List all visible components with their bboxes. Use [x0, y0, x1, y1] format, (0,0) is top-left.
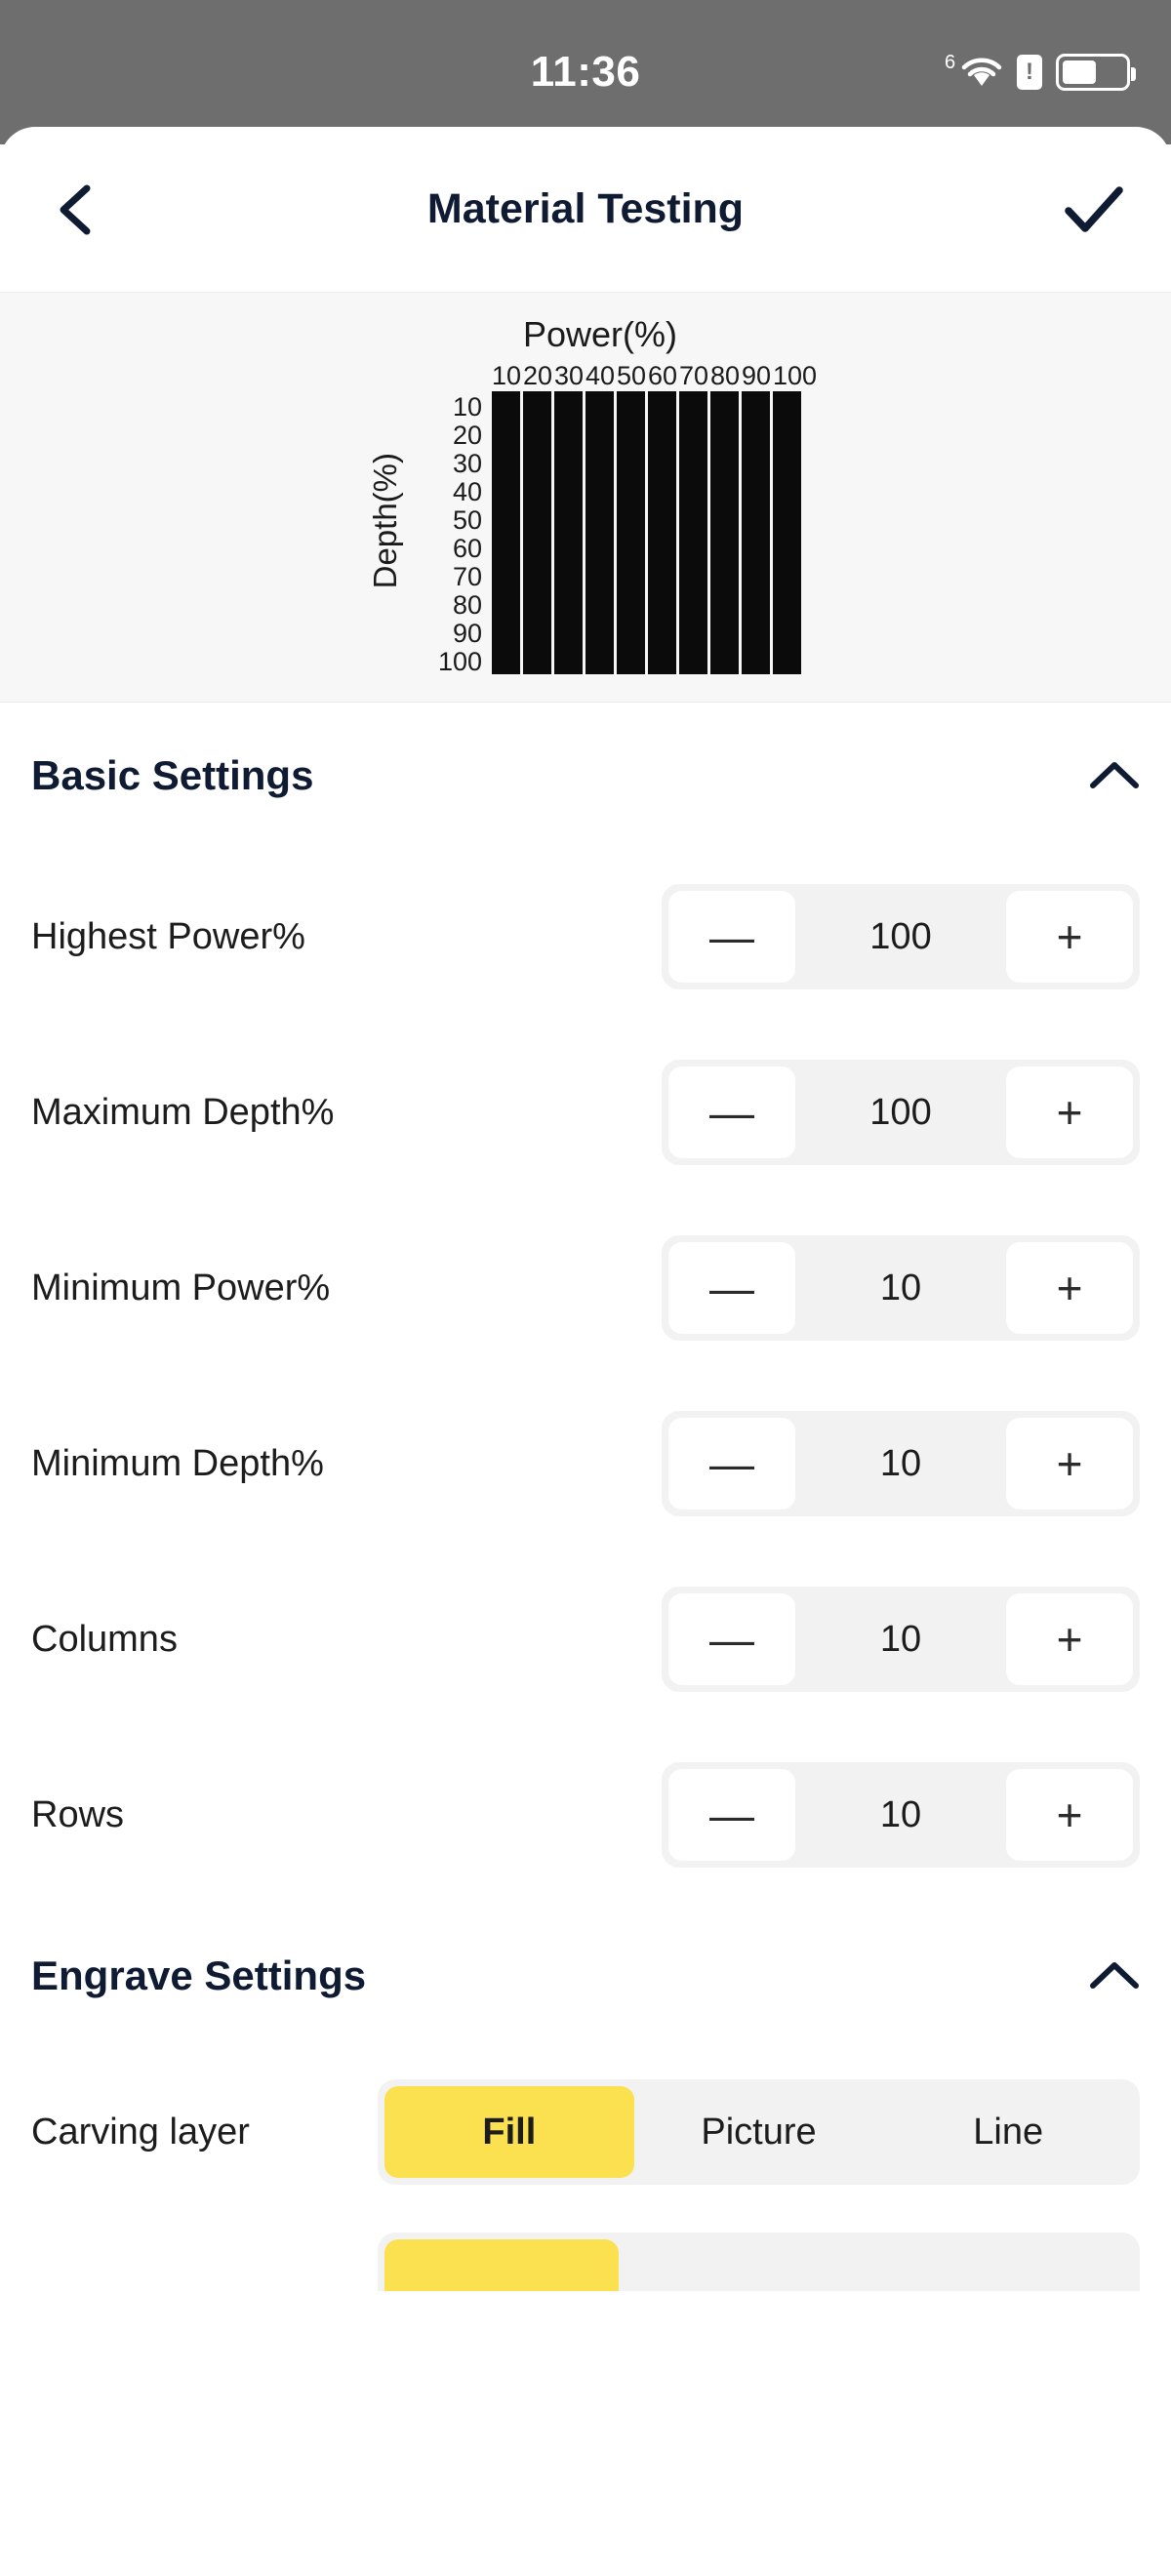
carving-layer-option[interactable]: Picture	[701, 2111, 817, 2153]
title-bar	[0, 127, 1171, 293]
plus-icon: +	[1056, 1087, 1083, 1138]
grid-row	[492, 618, 804, 646]
grid-cell	[679, 476, 707, 504]
battery-icon	[1056, 54, 1130, 91]
grid-cell	[492, 476, 520, 504]
grid-cell	[554, 448, 583, 476]
grid-cell	[710, 420, 739, 448]
grid-cell	[617, 533, 645, 561]
chevron-up-icon	[1089, 760, 1140, 791]
x-tick-label: 40	[586, 361, 616, 390]
y-tick-label: 90	[452, 619, 482, 648]
x-tick-label: 90	[742, 361, 772, 390]
y-tick-label: 70	[452, 562, 482, 591]
grid-cell	[648, 420, 676, 448]
decrement-button[interactable]	[668, 1067, 795, 1158]
grid-cell	[523, 589, 551, 618]
grid-cell	[710, 476, 739, 504]
grid-cell	[617, 504, 645, 533]
y-axis-ticks	[412, 361, 482, 676]
grid-cell	[679, 391, 707, 420]
x-tick-label: 80	[710, 361, 741, 390]
grid-cell	[586, 476, 614, 504]
basic-settings-collapse-button[interactable]	[1089, 750, 1140, 801]
grid-cell	[523, 618, 551, 646]
grid-cell	[554, 420, 583, 448]
x-tick-label: 70	[679, 361, 709, 390]
y-tick-label: 80	[452, 590, 482, 620]
quantity-stepper[interactable]	[662, 1060, 1140, 1165]
stepper-value[interactable]: 10	[879, 1267, 922, 1308]
minus-icon: —	[709, 1263, 754, 1313]
minus-icon: —	[709, 1438, 754, 1489]
alert-icon: !	[1017, 55, 1042, 90]
decrement-button[interactable]	[668, 891, 795, 983]
grid-row	[492, 391, 804, 420]
grid-cell	[554, 533, 583, 561]
decrement-button[interactable]	[668, 1242, 795, 1334]
grid-cell	[523, 504, 551, 533]
grid-cell	[586, 420, 614, 448]
minus-icon: —	[709, 1614, 754, 1665]
setting-row	[0, 849, 1171, 1025]
setting-row	[0, 1376, 1171, 1551]
grid-row	[492, 589, 804, 618]
wifi-generation-label: 6	[945, 52, 956, 73]
grid-cell	[742, 476, 770, 504]
setting-label: Maximum Depth%	[31, 1091, 335, 1133]
app-window	[0, 127, 1171, 2576]
quantity-stepper[interactable]	[662, 1411, 1140, 1516]
grid-cell	[586, 589, 614, 618]
engrave-settings-header[interactable]	[0, 1903, 1171, 2049]
y-tick-label: 60	[452, 534, 482, 563]
engrave-settings-collapse-button[interactable]	[1089, 1951, 1140, 2001]
carving-layer-option[interactable]: Line	[973, 2111, 1044, 2153]
grid-cell	[773, 476, 801, 504]
grid-cell	[492, 533, 520, 561]
next-segment-selected[interactable]	[384, 2239, 619, 2291]
stepper-value[interactable]: 100	[869, 915, 932, 957]
plus-icon: +	[1056, 911, 1083, 962]
plus-icon: +	[1056, 1438, 1083, 1489]
x-tick-label: 20	[523, 361, 553, 390]
grid-cell	[773, 561, 801, 589]
quantity-stepper[interactable]	[662, 1587, 1140, 1692]
power-axis-label: Power(%)	[522, 314, 678, 354]
grid-cell	[742, 448, 770, 476]
y-tick-label: 30	[452, 449, 482, 478]
plus-icon: +	[1056, 1263, 1083, 1313]
increment-button[interactable]	[1006, 1769, 1133, 1861]
y-tick-label: 100	[437, 647, 482, 676]
grid-cell	[710, 391, 739, 420]
grid-cell	[742, 504, 770, 533]
increment-button[interactable]	[1006, 1067, 1133, 1158]
grid-cell	[554, 476, 583, 504]
grid-cell	[617, 561, 645, 589]
grid-row	[492, 533, 804, 561]
grid-cell	[586, 618, 614, 646]
y-tick-label: 40	[452, 477, 482, 506]
status-time: 11:36	[530, 48, 641, 96]
grid-cell	[710, 589, 739, 618]
x-tick-label: 10	[492, 361, 522, 390]
grid-cell	[648, 476, 676, 504]
carving-layer-row	[0, 2049, 1171, 2215]
grid-cell	[492, 618, 520, 646]
grid-cell	[679, 646, 707, 674]
setting-label: Minimum Power%	[31, 1267, 331, 1308]
grid-cell	[710, 646, 739, 674]
setting-label: Columns	[31, 1618, 178, 1660]
grid-cell	[710, 448, 739, 476]
grid-cell	[492, 448, 520, 476]
grid-cell	[710, 504, 739, 533]
material-test-preview	[0, 293, 1171, 703]
grid-block	[492, 361, 818, 676]
page-title: Material Testing	[426, 185, 745, 232]
setting-row	[0, 1200, 1171, 1376]
grid-cell	[523, 561, 551, 589]
increment-button[interactable]	[1006, 1242, 1133, 1334]
grid-cell	[742, 533, 770, 561]
wifi-glyph	[960, 56, 1003, 89]
grid-cell	[648, 561, 676, 589]
grid-cell	[554, 646, 583, 674]
grid-cell	[679, 504, 707, 533]
setting-row	[0, 1727, 1171, 1903]
back-button[interactable]	[47, 181, 105, 239]
wifi-icon	[945, 52, 1003, 89]
chevron-up-icon	[1089, 1960, 1140, 1992]
stepper-value[interactable]: 10	[879, 1618, 922, 1660]
x-tick-label: 100	[773, 361, 818, 390]
carving-layer-label: Carving layer	[31, 2111, 250, 2153]
grid-cell	[679, 589, 707, 618]
grid-cell	[554, 589, 583, 618]
grid-cell	[523, 448, 551, 476]
grid-cell	[492, 561, 520, 589]
y-tick-label: 20	[452, 421, 482, 450]
stepper-value[interactable]: 10	[879, 1442, 922, 1484]
next-segmented-control[interactable]	[378, 2233, 1140, 2291]
basic-settings-header[interactable]	[0, 703, 1171, 849]
basic-settings-title: Basic Settings	[31, 752, 314, 798]
setting-label: Rows	[31, 1793, 125, 1835]
status-indicators	[945, 52, 1130, 91]
grid-cell	[523, 391, 551, 420]
x-tick-label: 30	[554, 361, 585, 390]
grid-cell	[523, 646, 551, 674]
depth-axis-label: Depth(%)	[367, 452, 403, 589]
setting-label: Minimum Depth%	[31, 1442, 324, 1484]
grid-cell	[648, 504, 676, 533]
grid-row	[492, 504, 804, 533]
increment-button[interactable]	[1006, 1418, 1133, 1509]
decrement-button[interactable]	[668, 1769, 795, 1861]
increment-button[interactable]	[1006, 891, 1133, 983]
grid-cell	[554, 391, 583, 420]
x-axis-ticks	[492, 361, 818, 391]
carving-layer-segmented-control[interactable]	[378, 2079, 1140, 2185]
grid-cell	[617, 391, 645, 420]
grid-cell	[742, 391, 770, 420]
grid-cell	[617, 618, 645, 646]
grid-cell	[617, 420, 645, 448]
grid-cell	[492, 646, 520, 674]
grid-row	[492, 420, 804, 448]
quantity-stepper[interactable]	[662, 1762, 1140, 1868]
grid-cell	[523, 420, 551, 448]
grid-cell	[586, 646, 614, 674]
y-tick-label: 50	[452, 505, 482, 535]
grid-cell	[617, 448, 645, 476]
grid-cell	[648, 646, 676, 674]
grid-cell	[492, 420, 520, 448]
basic-settings-list	[0, 849, 1171, 1903]
grid-cell	[586, 448, 614, 476]
grid-cell	[773, 504, 801, 533]
grid-cell	[617, 476, 645, 504]
quantity-stepper[interactable]	[662, 884, 1140, 989]
grid-cell	[773, 618, 801, 646]
next-setting-row-partial	[0, 2233, 1171, 2291]
grid-cell	[710, 618, 739, 646]
grid-cell	[554, 618, 583, 646]
grid-row	[492, 476, 804, 504]
grid-cell	[742, 561, 770, 589]
confirm-button[interactable]	[1064, 180, 1124, 240]
minus-icon: —	[709, 1790, 754, 1840]
plus-icon: +	[1056, 1614, 1083, 1665]
carving-layer-option[interactable]: Fill	[384, 2086, 634, 2178]
decrement-button[interactable]	[668, 1418, 795, 1509]
decrement-button[interactable]	[668, 1593, 795, 1685]
grid-row	[492, 646, 804, 674]
grid-cell	[742, 618, 770, 646]
grid-cell	[773, 646, 801, 674]
y-tick-label: 10	[452, 392, 482, 422]
grid-cell	[679, 420, 707, 448]
chevron-left-icon	[56, 182, 97, 237]
grid-cell	[773, 533, 801, 561]
grid-cell	[648, 448, 676, 476]
grid-cell	[492, 589, 520, 618]
grid-cell	[679, 533, 707, 561]
grid-cell	[586, 561, 614, 589]
grid-cell	[492, 504, 520, 533]
grid-cell	[773, 420, 801, 448]
grid-cell	[742, 420, 770, 448]
grid-cell	[523, 533, 551, 561]
increment-button[interactable]	[1006, 1593, 1133, 1685]
grid-cell	[648, 391, 676, 420]
grid-cell	[773, 589, 801, 618]
stepper-value[interactable]: 10	[879, 1793, 922, 1835]
grid-cell	[648, 533, 676, 561]
grid-row	[492, 448, 804, 476]
test-grid	[0, 361, 1171, 676]
stepper-value[interactable]: 100	[869, 1091, 932, 1133]
grid-cell	[554, 504, 583, 533]
minus-icon: —	[709, 1087, 754, 1138]
grid-cell	[710, 533, 739, 561]
setting-row	[0, 1551, 1171, 1727]
grid-cell	[617, 589, 645, 618]
grid-cell	[492, 391, 520, 420]
minus-icon: —	[709, 911, 754, 962]
engrave-settings-title: Engrave Settings	[31, 1952, 367, 1998]
grid-cell	[773, 448, 801, 476]
battery-fill	[1063, 60, 1096, 84]
grid-cell	[648, 618, 676, 646]
grid-cell	[586, 391, 614, 420]
plus-icon: +	[1056, 1790, 1083, 1840]
grid-cell	[679, 618, 707, 646]
grid-cells	[492, 391, 804, 674]
quantity-stepper[interactable]	[662, 1235, 1140, 1341]
grid-cell	[742, 646, 770, 674]
grid-cell	[679, 561, 707, 589]
grid-cell	[617, 646, 645, 674]
grid-cell	[773, 391, 801, 420]
check-icon	[1064, 185, 1124, 234]
grid-row	[492, 561, 804, 589]
grid-cell	[648, 589, 676, 618]
setting-label: Highest Power%	[31, 915, 305, 957]
x-tick-label: 60	[648, 361, 678, 390]
grid-cell	[710, 561, 739, 589]
grid-cell	[554, 561, 583, 589]
grid-cell	[679, 448, 707, 476]
grid-cell	[523, 476, 551, 504]
setting-row	[0, 1025, 1171, 1200]
grid-cell	[742, 589, 770, 618]
status-bar	[0, 0, 1171, 144]
grid-cell	[586, 504, 614, 533]
grid-cell	[586, 533, 614, 561]
x-tick-label: 50	[617, 361, 647, 390]
